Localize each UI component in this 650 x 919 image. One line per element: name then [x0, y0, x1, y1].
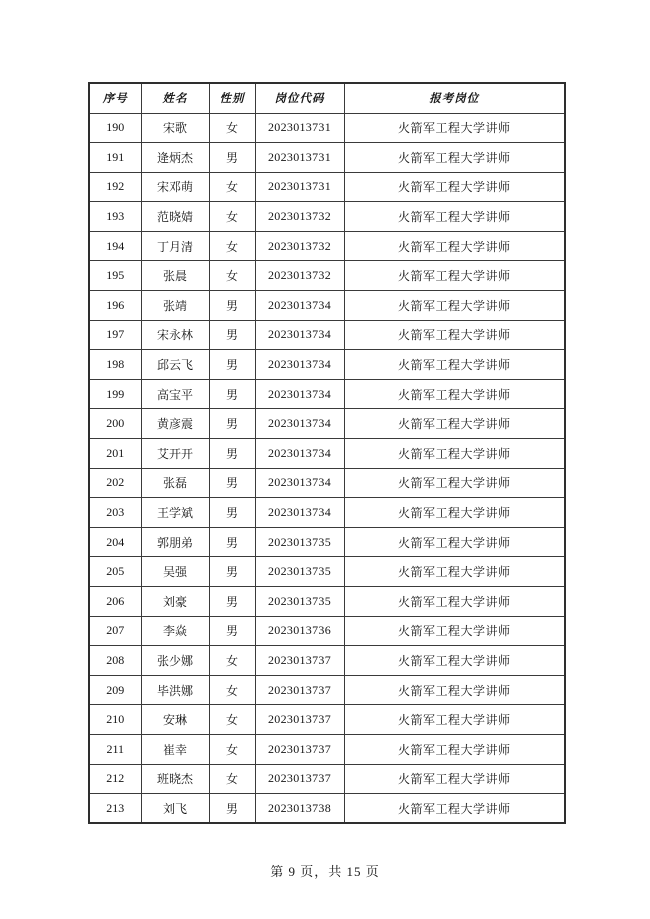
cell-name: 刘豪	[141, 587, 209, 617]
cell-no: 195	[89, 261, 141, 291]
cell-code: 2023013737	[255, 646, 344, 676]
cell-gender: 女	[209, 646, 255, 676]
table-row	[89, 675, 565, 705]
cell-name: 张靖	[141, 291, 209, 321]
cell-gender: 男	[209, 320, 255, 350]
table-row	[89, 646, 565, 676]
cell-gender: 男	[209, 468, 255, 498]
cell-name: 宋邓萌	[141, 172, 209, 202]
table-row	[89, 764, 565, 794]
cell-code: 2023013738	[255, 794, 344, 824]
cell-no: 190	[89, 113, 141, 143]
cell-code: 2023013735	[255, 527, 344, 557]
table-header-row	[89, 83, 565, 113]
cell-position: 火箭军工程大学讲师	[344, 527, 565, 557]
cell-position: 火箭军工程大学讲师	[344, 143, 565, 173]
cell-position: 火箭军工程大学讲师	[344, 350, 565, 380]
cell-gender: 男	[209, 439, 255, 469]
cell-gender: 男	[209, 379, 255, 409]
cell-code: 2023013737	[255, 705, 344, 735]
cell-no: 200	[89, 409, 141, 439]
cell-gender: 男	[209, 557, 255, 587]
cell-no: 196	[89, 291, 141, 321]
cell-no: 207	[89, 616, 141, 646]
cell-name: 安琳	[141, 705, 209, 735]
cell-name: 崔幸	[141, 734, 209, 764]
cell-name: 艾开开	[141, 439, 209, 469]
header-cell-gender: 性别	[209, 83, 255, 113]
cell-position: 火箭军工程大学讲师	[344, 675, 565, 705]
cell-code: 2023013731	[255, 113, 344, 143]
table-row	[89, 113, 565, 143]
cell-no: 193	[89, 202, 141, 232]
cell-gender: 男	[209, 527, 255, 557]
cell-code: 2023013731	[255, 143, 344, 173]
cell-no: 211	[89, 734, 141, 764]
cell-gender: 女	[209, 113, 255, 143]
cell-position: 火箭军工程大学讲师	[344, 320, 565, 350]
cell-gender: 女	[209, 172, 255, 202]
cell-no: 203	[89, 498, 141, 528]
cell-name: 丁月清	[141, 231, 209, 261]
cell-code: 2023013734	[255, 291, 344, 321]
cell-code: 2023013736	[255, 616, 344, 646]
cell-gender: 女	[209, 734, 255, 764]
cell-name: 郭朋弟	[141, 527, 209, 557]
cell-position: 火箭军工程大学讲师	[344, 734, 565, 764]
cell-code: 2023013734	[255, 439, 344, 469]
cell-code: 2023013732	[255, 202, 344, 232]
cell-position: 火箭军工程大学讲师	[344, 202, 565, 232]
cell-gender: 女	[209, 261, 255, 291]
header-cell-no: 序号	[89, 83, 141, 113]
table-row	[89, 468, 565, 498]
cell-name: 范晓婧	[141, 202, 209, 232]
cell-position: 火箭军工程大学讲师	[344, 498, 565, 528]
cell-position: 火箭军工程大学讲师	[344, 439, 565, 469]
cell-no: 197	[89, 320, 141, 350]
cell-gender: 女	[209, 705, 255, 735]
cell-no: 198	[89, 350, 141, 380]
cell-code: 2023013731	[255, 172, 344, 202]
cell-gender: 男	[209, 587, 255, 617]
cell-gender: 男	[209, 794, 255, 824]
cell-no: 206	[89, 587, 141, 617]
cell-gender: 女	[209, 675, 255, 705]
cell-code: 2023013737	[255, 675, 344, 705]
cell-name: 李焱	[141, 616, 209, 646]
cell-name: 班晓杰	[141, 764, 209, 794]
table-row	[89, 616, 565, 646]
cell-no: 194	[89, 231, 141, 261]
cell-name: 逄炳杰	[141, 143, 209, 173]
cell-no: 201	[89, 439, 141, 469]
cell-name: 邱云飞	[141, 350, 209, 380]
cell-gender: 女	[209, 764, 255, 794]
cell-position: 火箭军工程大学讲师	[344, 587, 565, 617]
cell-position: 火箭军工程大学讲师	[344, 409, 565, 439]
cell-name: 宋歌	[141, 113, 209, 143]
cell-name: 张晨	[141, 261, 209, 291]
cell-gender: 女	[209, 202, 255, 232]
cell-name: 刘飞	[141, 794, 209, 824]
cell-name: 张少娜	[141, 646, 209, 676]
cell-code: 2023013734	[255, 468, 344, 498]
table-row	[89, 291, 565, 321]
cell-position: 火箭军工程大学讲师	[344, 172, 565, 202]
cell-no: 208	[89, 646, 141, 676]
cell-no: 204	[89, 527, 141, 557]
cell-position: 火箭军工程大学讲师	[344, 557, 565, 587]
cell-gender: 男	[209, 409, 255, 439]
table-row	[89, 587, 565, 617]
cell-position: 火箭军工程大学讲师	[344, 794, 565, 824]
table-row	[89, 439, 565, 469]
cell-code: 2023013732	[255, 231, 344, 261]
cell-position: 火箭军工程大学讲师	[344, 291, 565, 321]
cell-position: 火箭军工程大学讲师	[344, 646, 565, 676]
cell-no: 205	[89, 557, 141, 587]
header-cell-position: 报考岗位	[344, 83, 565, 113]
cell-position: 火箭军工程大学讲师	[344, 705, 565, 735]
cell-no: 202	[89, 468, 141, 498]
cell-gender: 男	[209, 143, 255, 173]
cell-code: 2023013734	[255, 379, 344, 409]
header-cell-name: 姓名	[141, 83, 209, 113]
cell-code: 2023013735	[255, 587, 344, 617]
table-row	[89, 202, 565, 232]
table-row	[89, 557, 565, 587]
table-row	[89, 261, 565, 291]
cell-code: 2023013732	[255, 261, 344, 291]
table-row	[89, 498, 565, 528]
header-cell-code: 岗位代码	[255, 83, 344, 113]
table-row	[89, 734, 565, 764]
applicant-table	[88, 82, 566, 824]
cell-position: 火箭军工程大学讲师	[344, 261, 565, 291]
cell-no: 210	[89, 705, 141, 735]
cell-position: 火箭军工程大学讲师	[344, 113, 565, 143]
cell-no: 191	[89, 143, 141, 173]
table-row	[89, 794, 565, 824]
cell-code: 2023013734	[255, 350, 344, 380]
table-row	[89, 231, 565, 261]
table-row	[89, 379, 565, 409]
table-row	[89, 409, 565, 439]
cell-name: 毕洪娜	[141, 675, 209, 705]
cell-no: 209	[89, 675, 141, 705]
table-row	[89, 320, 565, 350]
cell-name: 张磊	[141, 468, 209, 498]
table-row	[89, 350, 565, 380]
cell-no: 199	[89, 379, 141, 409]
table-row	[89, 705, 565, 735]
table-row	[89, 172, 565, 202]
cell-no: 192	[89, 172, 141, 202]
cell-code: 2023013734	[255, 409, 344, 439]
cell-position: 火箭军工程大学讲师	[344, 468, 565, 498]
cell-name: 宋永林	[141, 320, 209, 350]
cell-code: 2023013734	[255, 320, 344, 350]
cell-gender: 男	[209, 498, 255, 528]
table-body	[89, 113, 565, 823]
applicant-table-wrap	[88, 82, 564, 824]
cell-code: 2023013737	[255, 764, 344, 794]
page-number-footer: 第 9 页，共 15 页	[270, 864, 380, 879]
cell-no: 213	[89, 794, 141, 824]
cell-code: 2023013735	[255, 557, 344, 587]
cell-no: 212	[89, 764, 141, 794]
cell-code: 2023013737	[255, 734, 344, 764]
cell-gender: 男	[209, 350, 255, 380]
cell-gender: 女	[209, 231, 255, 261]
cell-name: 王学斌	[141, 498, 209, 528]
cell-name: 高宝平	[141, 379, 209, 409]
cell-gender: 男	[209, 291, 255, 321]
table-row	[89, 527, 565, 557]
cell-position: 火箭军工程大学讲师	[344, 616, 565, 646]
cell-position: 火箭军工程大学讲师	[344, 231, 565, 261]
cell-code: 2023013734	[255, 498, 344, 528]
cell-gender: 男	[209, 616, 255, 646]
table-row	[89, 143, 565, 173]
cell-name: 吴强	[141, 557, 209, 587]
cell-position: 火箭军工程大学讲师	[344, 764, 565, 794]
cell-name: 黄彦震	[141, 409, 209, 439]
cell-position: 火箭军工程大学讲师	[344, 379, 565, 409]
